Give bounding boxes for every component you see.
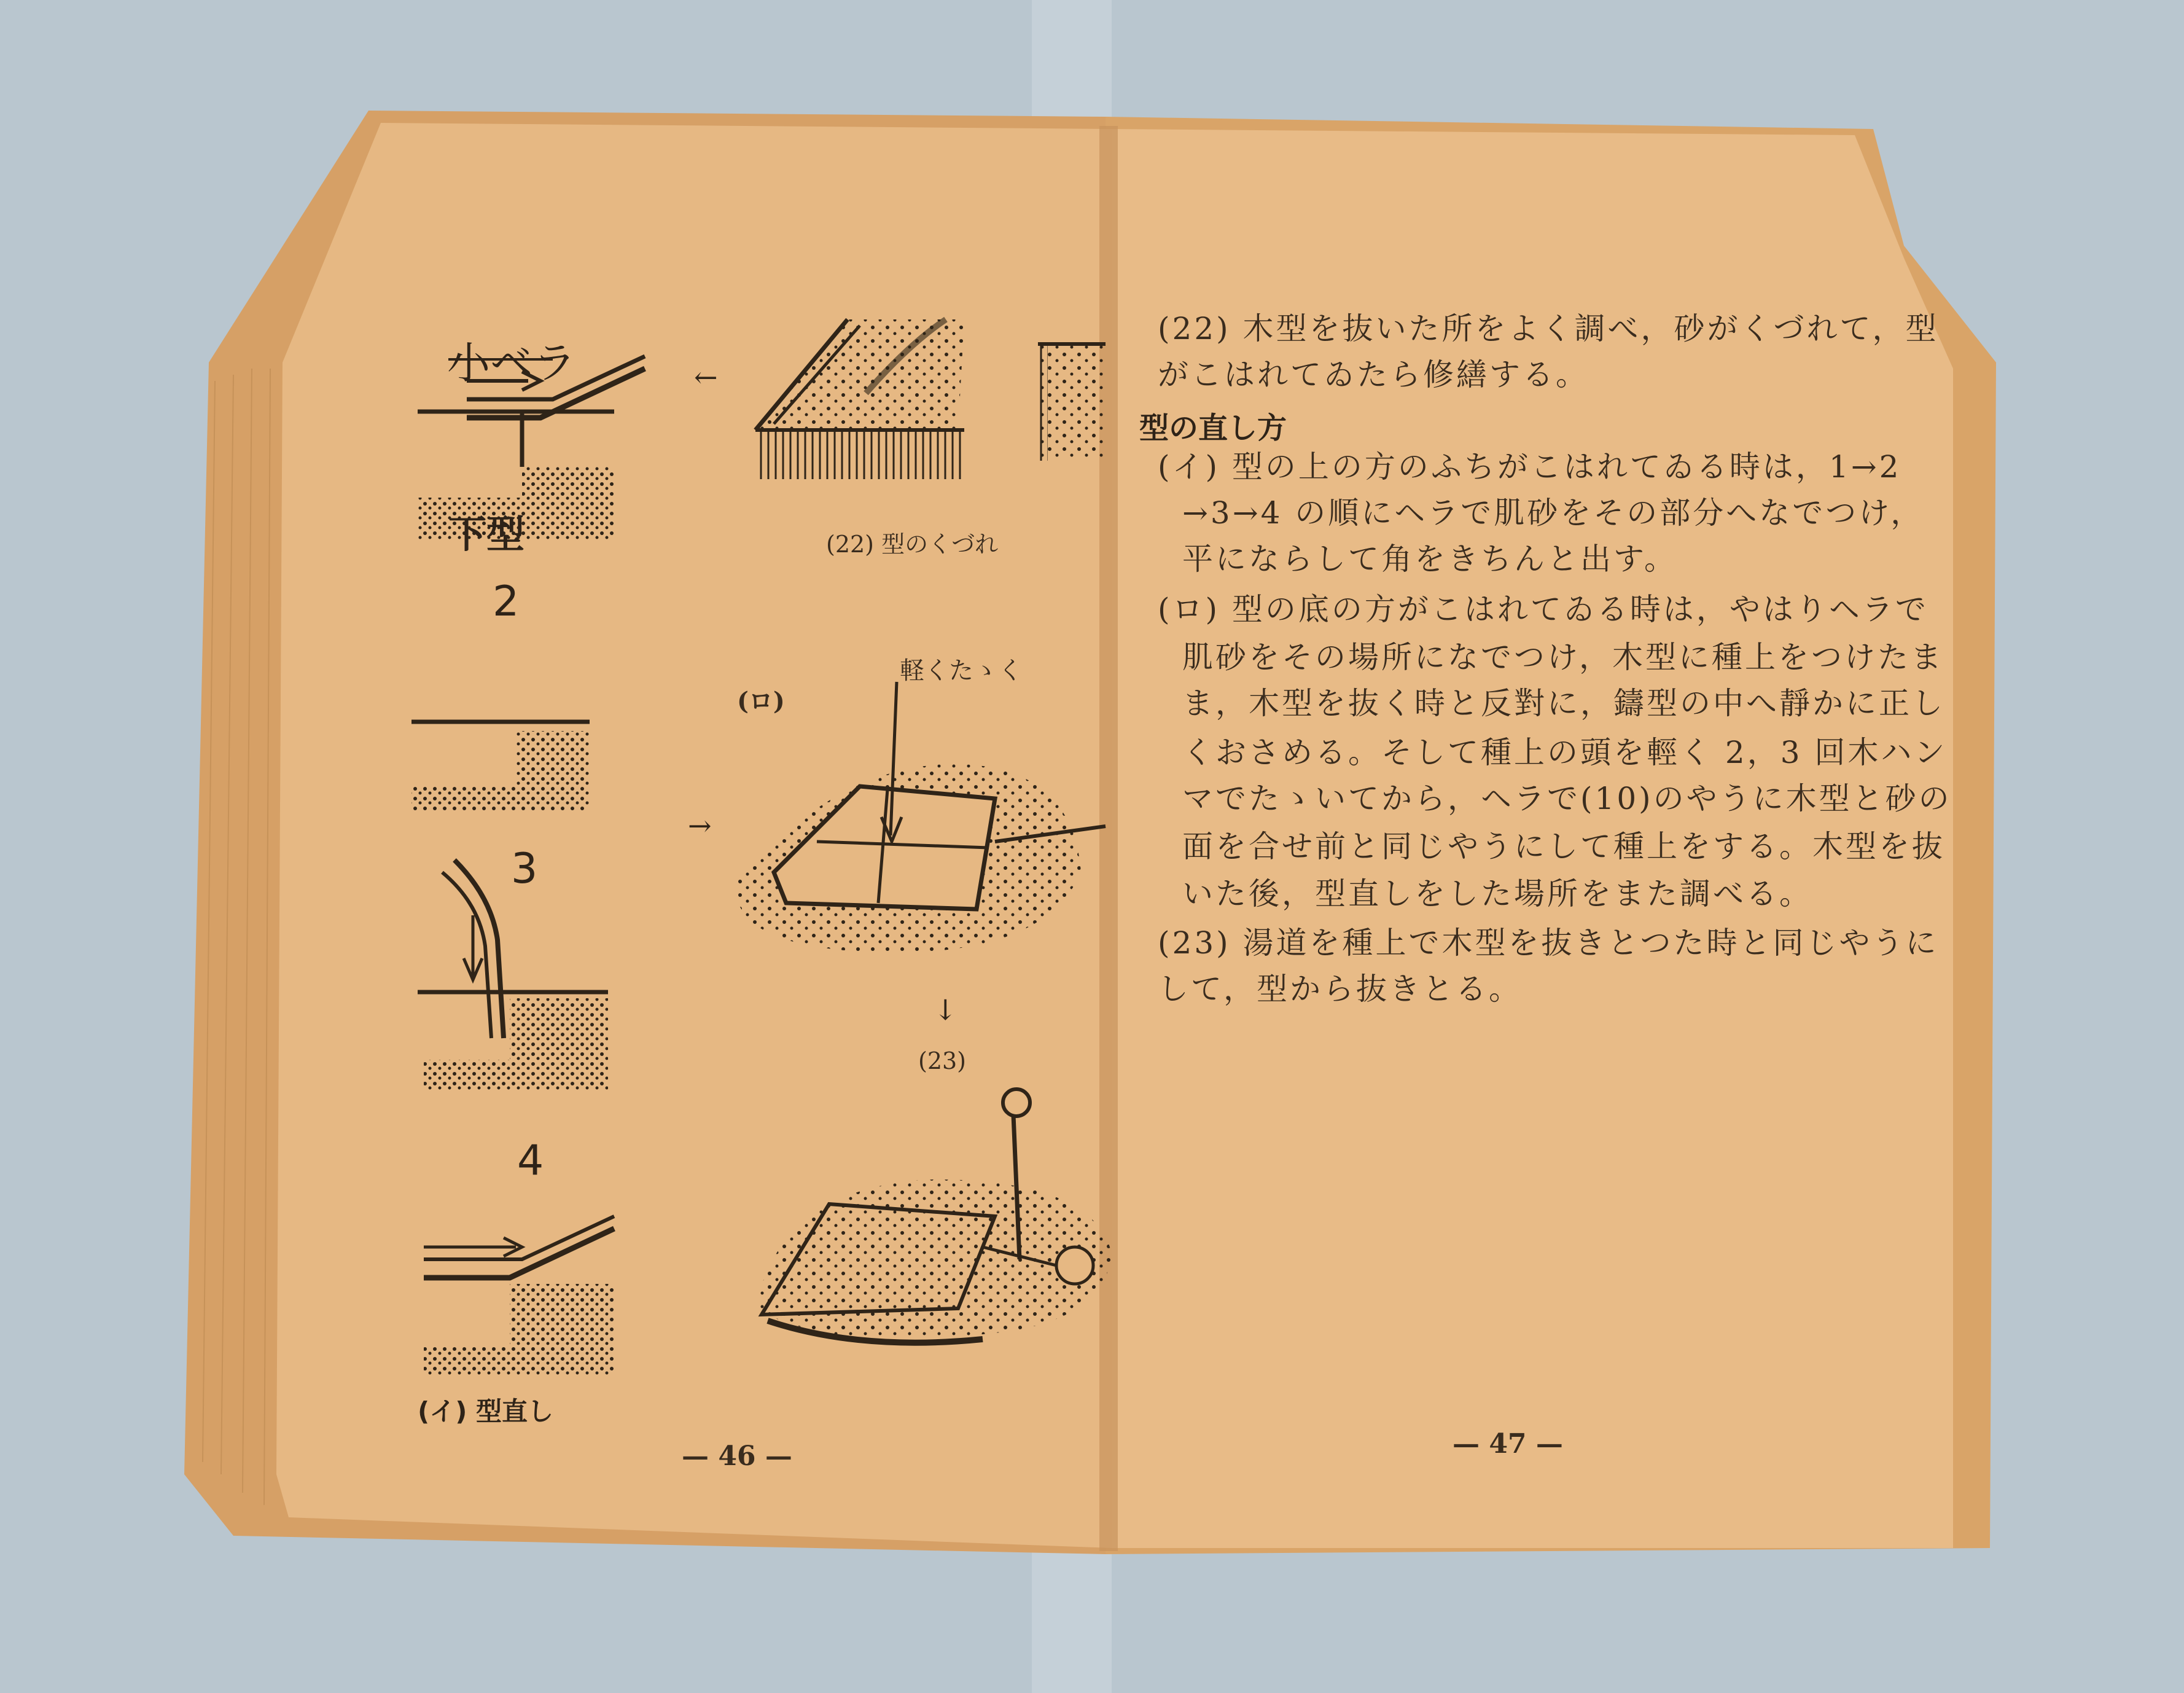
text-i-line1: (イ) 型の上の方のふちがこはれてゐる時は，1→2 [1158,449,1901,485]
arrow-down-23: ↓ [934,993,957,1026]
text-ro-line3: ま，木型を抜く時と反對に，鑄型の中へ靜かに正し [1182,686,1945,721]
text-ro-line7: いた後，型直しをした場所をまた調べる。 [1182,876,1812,912]
text-i-line3: 平にならして角をきちんと出す。 [1182,541,1677,577]
text-ro-line2: 肌砂をその場所になでつけ，木型に種上をつけたま [1182,639,1944,675]
text-ro-line4: くおさめる。そして種上の頭を輕く 2，3 回木ハン [1182,735,1948,770]
text-23-line2: して，型から抜きとる。 [1158,971,1522,1007]
text-ro-line6: 面を合せ前と同じやうにして種上をする。木型を抜 [1182,829,1945,864]
caption-fig-ro: (ロ) [737,687,785,716]
spine-shadow [1099,126,1118,1551]
label-step2: 2 [493,577,520,626]
arrow-right-ro: → [688,809,712,842]
page-number-47: — 47 — [1453,1428,1563,1460]
text-22-line2: がこはれてゐたら修繕する。 [1158,357,1589,393]
label-step3: 3 [511,845,538,893]
label-step4: 4 [517,1136,544,1185]
caption-fig-i: (イ) 型直し [418,1396,554,1426]
caption-fig23: (23) [918,1047,967,1074]
text-i-line2: →3→4 の順にヘラで肌砂をその部分へなでつけ， [1182,495,1924,531]
label-kobera: 小ベラ [447,338,576,388]
text-ro-line5: マでたゝいてから，ヘラで(10)のやうに木型と砂の [1182,781,1952,816]
text-22-line1: (22) 木型を抜いた所をよく調べ，砂がくづれて，型 [1158,311,1939,346]
caption-fig22: (22) 型のくづれ [826,531,999,558]
label-tataku: 軽くたゝく [900,657,1023,685]
text-23-line1: (23) 湯道を種上で木型を抜きとつた時と同じやうに [1158,925,1939,961]
arrow-left-fig22: ← [694,361,718,394]
label-shitagata: 下型 [448,512,525,557]
text-ro-line1: (ロ) 型の底の方がこはれてゐる時は，やはりヘラで [1158,592,1929,627]
page-number-46: — 46 — [682,1441,792,1472]
heading-katanonaoshikata: 型の直し方 [1139,411,1287,445]
